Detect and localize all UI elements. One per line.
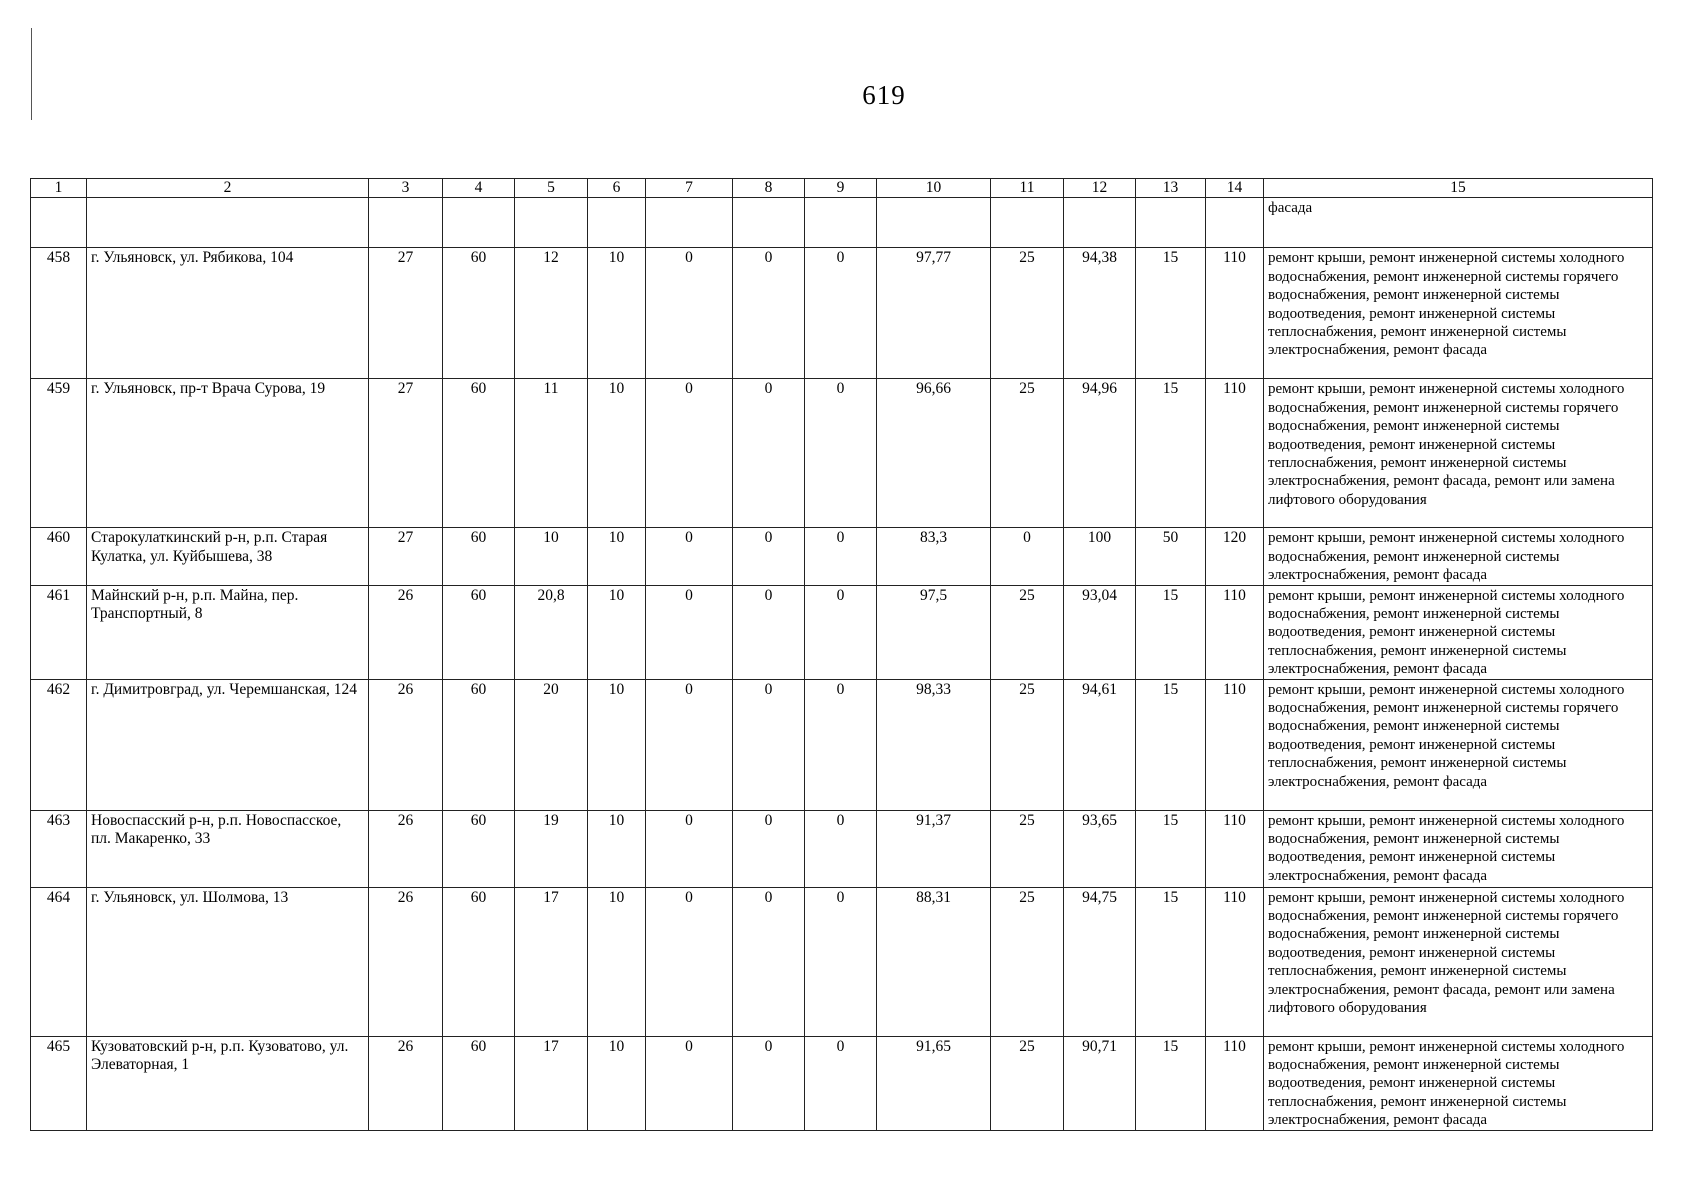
value-cell: 110 <box>1206 887 1264 1036</box>
value-cell: 20,8 <box>515 585 588 679</box>
value-cell: 94,75 <box>1064 887 1136 1036</box>
value-cell: 10 <box>515 528 588 585</box>
table-row <box>31 248 1653 379</box>
value-cell: 26 <box>369 1036 443 1130</box>
table-row <box>31 198 1653 248</box>
value-cell: 10 <box>588 810 646 887</box>
value-cell: 26 <box>369 585 443 679</box>
table-row <box>31 528 1653 585</box>
value-cell: 0 <box>646 1036 733 1130</box>
value-cell: 0 <box>646 810 733 887</box>
value-cell: 60 <box>443 679 515 810</box>
value-cell: 110 <box>1206 810 1264 887</box>
work-types-cell: ремонт крыши, ремонт инженерной системы холодного водоснабжения, ремонт инженерной системы водоотведения, ремонт инженерной системы теплоснабжения, ремонт инженерной системы электроснабжения, ремонт фасада <box>1264 585 1653 679</box>
table-row <box>31 379 1653 528</box>
value-cell: 0 <box>733 585 805 679</box>
row-number-cell: 459 <box>31 379 87 528</box>
value-cell: 0 <box>805 1036 877 1130</box>
value-cell: 10 <box>588 585 646 679</box>
column-number-header: 6 <box>588 179 646 198</box>
address-cell: г. Ульяновск, ул. Шолмова, 13 <box>87 887 369 1036</box>
value-cell: 0 <box>805 528 877 585</box>
table-row <box>31 679 1653 810</box>
value-cell <box>805 198 877 248</box>
value-cell: 10 <box>588 1036 646 1130</box>
value-cell: 100 <box>1064 528 1136 585</box>
value-cell: 91,37 <box>877 810 991 887</box>
address-cell: г. Ульяновск, пр-т Врача Сурова, 19 <box>87 379 369 528</box>
value-cell: 26 <box>369 887 443 1036</box>
value-cell: 0 <box>646 528 733 585</box>
column-number-header: 14 <box>1206 179 1264 198</box>
value-cell <box>1064 198 1136 248</box>
table-row <box>31 887 1653 1036</box>
work-types-cell: ремонт крыши, ремонт инженерной системы холодного водоснабжения, ремонт инженерной системы электроснабжения, ремонт фасада <box>1264 528 1653 585</box>
value-cell: 94,96 <box>1064 379 1136 528</box>
column-number-header: 15 <box>1264 179 1653 198</box>
value-cell: 10 <box>588 887 646 1036</box>
column-number-header: 12 <box>1064 179 1136 198</box>
table-row <box>31 810 1653 887</box>
value-cell: 26 <box>369 810 443 887</box>
value-cell: 0 <box>805 379 877 528</box>
value-cell: 15 <box>1136 379 1206 528</box>
value-cell: 60 <box>443 585 515 679</box>
value-cell: 17 <box>515 887 588 1036</box>
work-types-cell: ремонт крыши, ремонт инженерной системы холодного водоснабжения, ремонт инженерной системы водоотведения, ремонт инженерной системы электроснабжения, ремонт фасада <box>1264 810 1653 887</box>
repair-program-table <box>30 178 1653 1131</box>
value-cell: 90,71 <box>1064 1036 1136 1130</box>
work-types-cell: фасада <box>1264 198 1653 248</box>
value-cell: 60 <box>443 887 515 1036</box>
value-cell: 0 <box>805 810 877 887</box>
value-cell: 91,65 <box>877 1036 991 1130</box>
value-cell: 0 <box>805 887 877 1036</box>
address-cell: г. Димитровград, ул. Черемшанская, 124 <box>87 679 369 810</box>
value-cell: 10 <box>588 528 646 585</box>
table-row <box>31 585 1653 679</box>
value-cell: 0 <box>646 679 733 810</box>
column-number-header: 5 <box>515 179 588 198</box>
value-cell: 93,65 <box>1064 810 1136 887</box>
value-cell <box>646 198 733 248</box>
value-cell: 0 <box>733 887 805 1036</box>
value-cell: 0 <box>733 248 805 379</box>
work-types-cell: ремонт крыши, ремонт инженерной системы холодного водоснабжения, ремонт инженерной системы горячего водоснабжения, ремонт инженерной системы водоотведения, ремонт инженерной системы теплоснабжения, ремонт инженерной системы электроснабжения, ремонт фасада <box>1264 248 1653 379</box>
value-cell: 15 <box>1136 887 1206 1036</box>
row-number-cell: 462 <box>31 679 87 810</box>
value-cell: 98,33 <box>877 679 991 810</box>
address-cell <box>87 198 369 248</box>
column-number-header-row <box>31 179 1653 198</box>
row-number-cell <box>31 198 87 248</box>
column-number-header: 2 <box>87 179 369 198</box>
value-cell: 94,38 <box>1064 248 1136 379</box>
value-cell: 97,77 <box>877 248 991 379</box>
value-cell: 110 <box>1206 585 1264 679</box>
column-number-header: 7 <box>646 179 733 198</box>
value-cell: 20 <box>515 679 588 810</box>
work-types-cell: ремонт крыши, ремонт инженерной системы холодного водоснабжения, ремонт инженерной системы водоотведения, ремонт инженерной системы теплоснабжения, ремонт инженерной системы электроснабжения, ремонт фасада <box>1264 1036 1653 1130</box>
value-cell: 10 <box>588 379 646 528</box>
value-cell: 0 <box>733 528 805 585</box>
value-cell: 19 <box>515 810 588 887</box>
value-cell: 0 <box>646 248 733 379</box>
address-cell: Новоспасский р-н, р.п. Новоспасское, пл. Макаренко, 33 <box>87 810 369 887</box>
value-cell <box>1136 198 1206 248</box>
value-cell: 0 <box>805 679 877 810</box>
value-cell: 0 <box>733 379 805 528</box>
value-cell: 60 <box>443 379 515 528</box>
row-number-cell: 464 <box>31 887 87 1036</box>
value-cell: 0 <box>646 585 733 679</box>
value-cell: 15 <box>1136 810 1206 887</box>
value-cell: 15 <box>1136 585 1206 679</box>
column-number-header: 4 <box>443 179 515 198</box>
value-cell: 60 <box>443 248 515 379</box>
value-cell: 26 <box>369 679 443 810</box>
row-number-cell: 465 <box>31 1036 87 1130</box>
value-cell: 97,5 <box>877 585 991 679</box>
value-cell: 60 <box>443 528 515 585</box>
value-cell: 110 <box>1206 379 1264 528</box>
value-cell: 0 <box>733 1036 805 1130</box>
row-number-cell: 458 <box>31 248 87 379</box>
value-cell: 93,04 <box>1064 585 1136 679</box>
value-cell: 25 <box>991 248 1064 379</box>
value-cell: 25 <box>991 679 1064 810</box>
value-cell: 27 <box>369 248 443 379</box>
value-cell: 17 <box>515 1036 588 1130</box>
value-cell: 0 <box>805 248 877 379</box>
value-cell: 25 <box>991 810 1064 887</box>
value-cell: 50 <box>1136 528 1206 585</box>
value-cell: 0 <box>991 528 1064 585</box>
value-cell: 60 <box>443 810 515 887</box>
value-cell: 25 <box>991 1036 1064 1130</box>
work-types-cell: ремонт крыши, ремонт инженерной системы холодного водоснабжения, ремонт инженерной системы горячего водоснабжения, ремонт инженерной системы водоотведения, ремонт инженерной системы теплоснабжения, ремонт инженерной системы электроснабжения, ремонт фасада <box>1264 679 1653 810</box>
value-cell: 120 <box>1206 528 1264 585</box>
value-cell: 15 <box>1136 248 1206 379</box>
value-cell: 25 <box>991 379 1064 528</box>
column-number-header: 13 <box>1136 179 1206 198</box>
work-types-cell: ремонт крыши, ремонт инженерной системы холодного водоснабжения, ремонт инженерной системы горячего водоснабжения, ремонт инженерной системы водоотведения, ремонт инженерной системы теплоснабжения, ремонт инженерной системы электроснабжения, ремонт фасада, ремонт или замена лифтового оборудования <box>1264 887 1653 1036</box>
column-number-header: 11 <box>991 179 1064 198</box>
value-cell: 110 <box>1206 1036 1264 1130</box>
page-number: 619 <box>862 80 906 110</box>
value-cell: 0 <box>805 585 877 679</box>
column-number-header: 9 <box>805 179 877 198</box>
value-cell: 27 <box>369 528 443 585</box>
row-number-cell: 460 <box>31 528 87 585</box>
value-cell: 0 <box>733 810 805 887</box>
work-types-cell: ремонт крыши, ремонт инженерной системы холодного водоснабжения, ремонт инженерной системы горячего водоснабжения, ремонт инженерной системы водоотведения, ремонт инженерной системы теплоснабжения, ремонт инженерной системы электроснабжения, ремонт фасада, ремонт или замена лифтового оборудования <box>1264 379 1653 528</box>
address-cell: Старокулаткинский р-н, р.п. Старая Кулатка, ул. Куйбышева, 38 <box>87 528 369 585</box>
value-cell: 25 <box>991 585 1064 679</box>
value-cell: 25 <box>991 887 1064 1036</box>
row-number-cell: 461 <box>31 585 87 679</box>
column-number-header: 1 <box>31 179 87 198</box>
value-cell: 11 <box>515 379 588 528</box>
value-cell <box>991 198 1064 248</box>
address-cell: г. Ульяновск, ул. Рябикова, 104 <box>87 248 369 379</box>
value-cell: 88,31 <box>877 887 991 1036</box>
column-number-header: 10 <box>877 179 991 198</box>
value-cell: 94,61 <box>1064 679 1136 810</box>
value-cell: 0 <box>646 379 733 528</box>
value-cell: 15 <box>1136 1036 1206 1130</box>
address-cell: Майнский р-н, р.п. Майна, пер. Транспортный, 8 <box>87 585 369 679</box>
value-cell <box>1206 198 1264 248</box>
value-cell: 110 <box>1206 248 1264 379</box>
table-row <box>31 1036 1653 1130</box>
value-cell: 10 <box>588 248 646 379</box>
value-cell <box>588 198 646 248</box>
column-number-header: 8 <box>733 179 805 198</box>
value-cell: 60 <box>443 1036 515 1130</box>
value-cell: 0 <box>733 679 805 810</box>
value-cell: 15 <box>1136 679 1206 810</box>
value-cell <box>443 198 515 248</box>
value-cell: 96,66 <box>877 379 991 528</box>
value-cell: 12 <box>515 248 588 379</box>
value-cell: 83,3 <box>877 528 991 585</box>
value-cell <box>733 198 805 248</box>
value-cell: 0 <box>646 887 733 1036</box>
value-cell: 27 <box>369 379 443 528</box>
row-number-cell: 463 <box>31 810 87 887</box>
value-cell: 10 <box>588 679 646 810</box>
value-cell <box>877 198 991 248</box>
value-cell: 110 <box>1206 679 1264 810</box>
column-number-header: 3 <box>369 179 443 198</box>
value-cell <box>515 198 588 248</box>
address-cell: Кузоватовский р-н, р.п. Кузоватово, ул. Элеваторная, 1 <box>87 1036 369 1130</box>
value-cell <box>369 198 443 248</box>
